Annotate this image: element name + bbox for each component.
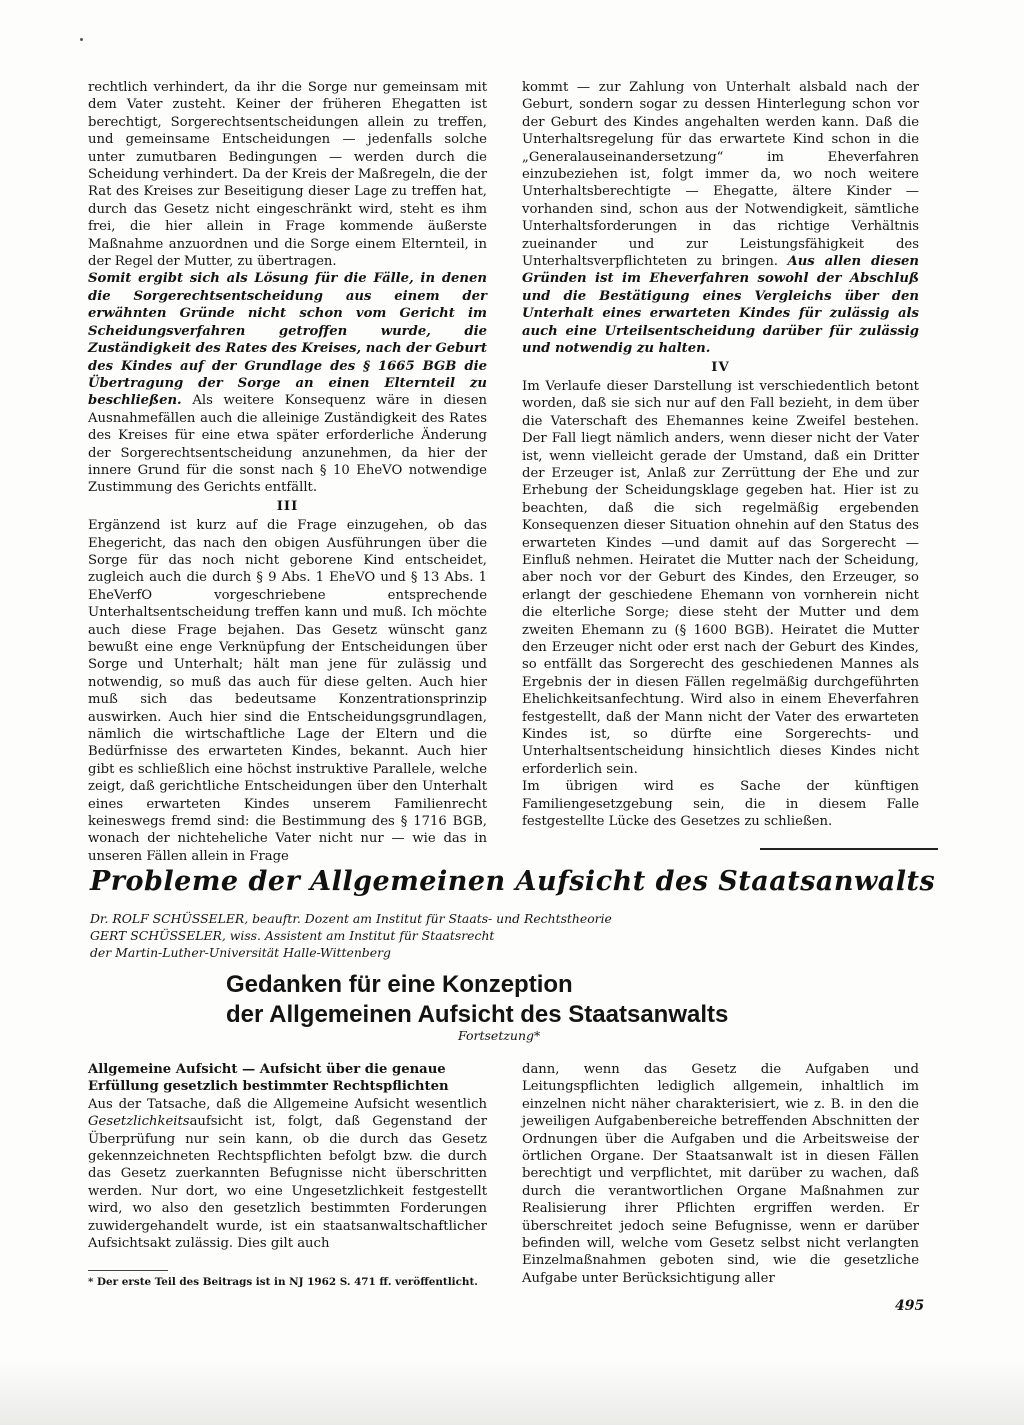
paragraph-text: Aus der Tatsache, daß die Allgemeine Aufsicht wesentlich [88,1096,487,1112]
footnote: * Der erste Teil des Beitrags ist in NJ 1962 S. 471 ff. veröffentlicht. [88,1276,478,1288]
paragraph: rechtlich verhindert, da ihr die Sorge nur gemeinsam mit dem Vater zusteht. Keiner der früheren Ehegatten ist berechtigt, Sorgerechtsentscheidungen allein zu treffen, und gemeinsame Entscheidungen — jedenfalls solche unter zumutbaren Bedingungen — werden durch die Scheidung verhindert. Da der Kreis der Maßregeln, die der Rat des Kreises zur Beseitigung dieser Lage zu treffen hat, durch das Gesetz nicht eingeschränkt wird, steht es ihm frei, die hier allein in Frage kommende äußerste Maßnahme anzuordnen und die Sorge einem Elternteil, in der Regel der Mutter, zu übertragen. [88,80,487,270]
author-block [90,910,790,961]
paragraph: Ergänzend ist kurz auf die Frage einzugehen, ob das Ehegericht, das nach den obigen Ausführungen über die Sorge für das noch nicht geborene Kind entscheidet, zugleich auch die durch § 9 Abs. 1 EheVO und § 13 Abs. 1 EheVerfO vorgeschriebene entsprechende Unterhaltsentscheidung treffen kann und muß. Ich möchte auch diese Frage bejahen. Das Gesetz wünscht ganz bewußt eine enge Verknüpfung der Entscheidungen über Sorge und Unterhalt; hält man jene für zulässig und notwendig, so muß das auch für diese gelten. Auch hier muß sich das bedeutsame Konzentrationsprinzip auswirken. Auch hier sind die Entscheidungsgrundlagen, nämlich die wirtschaftliche Lage der Eltern und die Bedürfnisse des erwarteten Kindes, bekannt. Auch hier gibt es schließlich eine höchst instruktive Parallele, welche zeigt, daß gerichtliche Entscheidungen über den Unterhalt eines erwarteten Kindes unserem Familienrecht keineswegs fremd sind: die Bestimmung des § 1716 BGB, wonach der nichteheliche Vater nicht nur — wie das in unseren Fällen allein in Frage [88,518,487,864]
column-right-top [522,79,919,830]
section-heading-iv: IV [711,359,730,375]
headline-line: der Allgemeinen Aufsicht des Staatsanwalts [226,1001,729,1028]
paragraph: dann, wenn das Gesetz die Aufgaben und Leitungspflichten lediglich allgemein, inhaltlich im einzelnen nicht näher charakterisiert, wie z. B. in den die jeweiligen Aufgabenbereiche betreffenden Abschnitten der Ordnungen über die Aufgaben und die Arbeitsweise der örtlichen Organe. Der Staatsanwalt ist in diesen Fällen berechtigt und verpflichtet, mit darüber zu wachen, daß durch die verantwortlichen Organe Maßnahmen zur Realisierung ihrer Pflichten ergriffen werden. Er überschreitet jedoch seine Befugnisse, wenn er darüber befinden will, welche vom Gesetz selbst nicht verlangten Einzelmaßnahmen geboten sind, wie die gesetzliche Aufgabe unter Berücksichtigung aller [522,1062,919,1286]
paragraph [88,270,487,496]
author-line: Dr. ROLF SCHÜSSELER, beauftr. Dozent am Institut für Staats- und Rechtstheorie [90,911,612,926]
paragraph-continuation: Als weitere Konsequenz wäre in diesen Ausnahmefällen auch die alleinige Zuständigkeit des Rates des Kreises für eine etwa später erforderliche Änderung der Sorgerechtsentscheidung anzunehmen, da hier der innere Grund für die sonst nach § 10 EheVO notwendige Zustimmung des Gerichts entfällt. [88,393,487,496]
scan-speck [80,38,83,41]
footnote-rule [88,1270,168,1271]
italic-conclusion: Somit ergibt sich als Lösung für die Fälle, in denen die Sorgerechtsentscheidung aus einem der erwähnten Gründe nicht schon vom Gericht im Scheidungsverfahren getroffen wurde, die Zuständigkeit des Rates des Kreises, nach der Geburt des Kindes auf der Grundlage des § 1665 BGB die Übertragung der Sorge an einen Elternteil zu beschließen. [88,271,487,409]
author-line: GERT SCHÜSSELER, wiss. Assistent am Institut für Staatsrecht [90,928,495,943]
italic-conclusion: Aus allen diesen Gründen ist im Eheverfahren sowohl der Abschluß und die Bestätigung eines Vergleichs über den Unterhalt eines erwarteten Kindes für zulässig als auch eine Urteilsentscheidung darüber für zulässig und notwendig zu halten. [522,254,919,357]
article-headline [226,970,786,1030]
emphasis: Gesetzlichkeits [88,1114,190,1130]
section-heading-iii: III [276,498,299,514]
separator-rule [760,848,938,850]
paragraph: Im Verlaufe dieser Darstellung ist verschiedentlich betont worden, daß sie sich nur auf den Fall bezieht, in dem über die Vaterschaft des Ehemannes keine Zweifel bestehen. Der Fall liegt nämlich anders, wenn dieser nicht der Vater ist, wenn vielleicht gerade der Umstand, daß ein Dritter der Erzeuger ist, Anlaß zur Zerrüttung der Ehe und zur Erhebung der Scheidungsklage gegeben hat. Hier ist zu beachten, daß die sich regelmäßig ergebenden Konsequenzen dieser Situation ohnehin auf den Status des erwarteten Kindes —und damit auf das Sorgerecht — Einfluß nehmen. Heiratet die Mutter nach der Scheidung, aber noch vor der Geburt des Kindes, den Erzeuger, so erlangt der geschiedene Ehemann von vornherein nicht die elterliche Sorge; diese steht der Mutter und dem zweiten Ehemann zu (§ 1600 BGB). Heiratet die Mutter den Erzeuger nicht oder erst nach der Geburt des Kindes, so entfällt das Sorgerecht des geschiedenen Mannes als Ergebnis der in diesen Fällen regelmäßig durchgeführten Ehelichkeitsanfechtung. Wird also in einem Eheverfahren festgestellt, daß der Mann nicht der Vater des erwarteten Kindes ist, so dürfte eine Sorgerechts- und Unterhaltsentscheidung hinsichtlich dieses Kindes nicht erforderlich sein. [522,378,919,777]
paragraph: Im übrigen wird es Sache der künftigen Familiengesetzgebung sein, die in diesem Falle festgestellte Lücke des Gesetzes zu schließen. [522,779,919,830]
paragraph-text: aufsicht ist, folgt, daß Gegenstand der Überprüfung nur sein kann, ob die durch das Gesetz gekennzeichneten Rechtspflichten befolgt bzw. die durch das Gesetz zuerkannten Befugnisse nicht überschritten werden. Nur dort, wo eine Ungesetzlichkeit festgestellt wird, wo also den gesetzlich bestimmten Forderungen zuwidergehandelt wurde, ist ein staatsanwaltschaftlicher Aufsichtsakt zulässig. Dies gilt auch [88,1114,487,1252]
column-left-bottom [88,1061,487,1252]
page-number: 495 [895,1298,925,1314]
subheading: Allgemeine Aufsicht — Aufsicht über die genaue Erfüllung gesetzlich bestimmter Rechtspflichten [88,1062,449,1095]
paragraph [522,79,919,358]
author-affiliation: der Martin-Luther-Universität Halle-Wittenberg [90,945,391,960]
series-title: Probleme der Allgemeinen Aufsicht des Staatsanwalts [90,866,936,897]
column-left-top [88,79,487,865]
continuation-note: Fortsetzung* [458,1028,541,1043]
column-right-bottom [522,1061,919,1287]
headline-line: Gedanken für eine Konzeption [226,971,573,998]
paragraph-text: kommt — zur Zahlung von Unterhalt alsbald nach der Geburt, sondern sogar zu dessen Hinterlegung schon vor der Geburt des Kindes angehalten werden kann. Daß die Unterhaltsregelung für das erwartete Kind schon in die „Generalauseinandersetzung“ im Eheverfahren einzubeziehen ist, folgt immer da, wo noch weitere Unterhaltsberechtigte — Ehegatte, ältere Kinder — vorhanden sind, schon aus der Notwendigkeit, sämtliche Unterhaltsforderungen in das richtige Verhältnis zueinander und zur Leistungsfähigkeit des Unterhaltsverpflichteten zu bringen. [522,80,919,270]
scan-edge-shadow [0,1360,1024,1425]
paragraph [88,1096,487,1253]
